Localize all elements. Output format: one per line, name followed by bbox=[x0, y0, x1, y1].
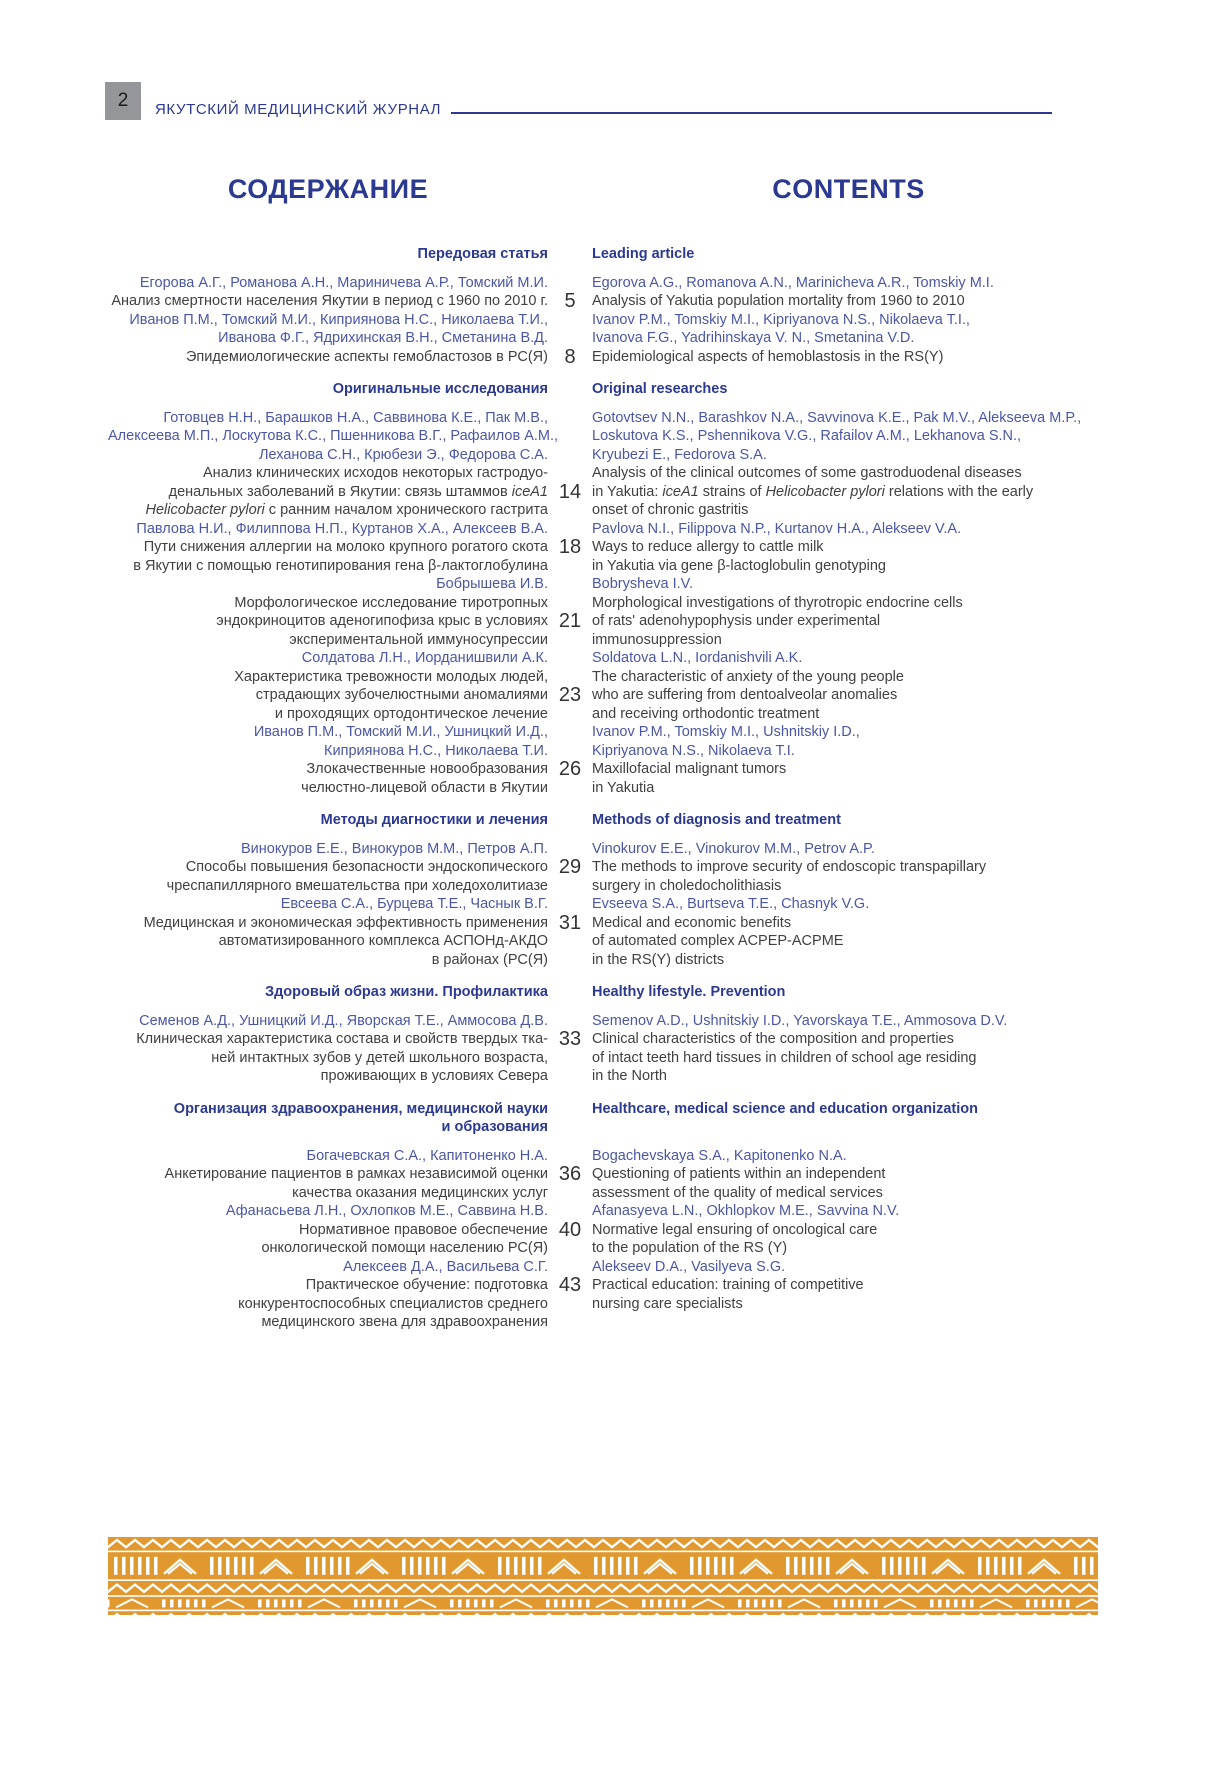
entry-title-en: Questioning of patients within an independent bbox=[592, 1166, 886, 1182]
page-number: 18 bbox=[558, 536, 582, 558]
entry-title-ru: Анализ клинических исходов некоторых гастродуо- bbox=[203, 465, 548, 481]
toc-section bbox=[108, 245, 1105, 366]
entry-title-ru: Характеристика тревожности молодых людей, bbox=[234, 668, 548, 685]
section-heading-row bbox=[108, 380, 1105, 399]
toc-section bbox=[108, 811, 1105, 969]
section-heading-ru: Методы диагностики и лечения bbox=[320, 812, 548, 828]
entry-title-ru: Практическое обучение: подготовка bbox=[305, 1277, 548, 1293]
toc-entry bbox=[108, 723, 1105, 797]
entry-title-ru: Эпидемиологические аспекты гемобластозов в РС(Я) bbox=[185, 348, 548, 365]
section-heading-row bbox=[108, 983, 1105, 1002]
entry-title-ru: и проходящих ортодонтическое лечение bbox=[274, 705, 548, 722]
folio-box bbox=[105, 82, 141, 120]
toc-section bbox=[108, 983, 1105, 1086]
entry-title-en: of intact teeth hard tissues in children of school age residing bbox=[592, 1049, 977, 1066]
toc-entry bbox=[108, 1012, 1105, 1086]
section-heading-en: Methods of diagnosis and treatment bbox=[592, 812, 841, 828]
toc-entry bbox=[108, 1258, 1105, 1332]
entry-title-ru: Морфологическое исследование тиротропных bbox=[234, 594, 548, 611]
entry-title-ru: в районах (РС(Я) bbox=[431, 951, 548, 968]
entry-title-en: in the North bbox=[592, 1068, 667, 1084]
entry-title-ru: Helicobacter pylori с ранним началом хронического гастрита bbox=[145, 502, 548, 518]
page-number: 43 bbox=[558, 1274, 582, 1296]
section-heading-row bbox=[108, 1100, 1105, 1137]
entry-title-en: immunosuppression bbox=[592, 631, 722, 648]
ornament-band bbox=[108, 1537, 1098, 1615]
page-number: 14 bbox=[558, 480, 582, 503]
entry-authors-en: Bobrysheva I.V. bbox=[592, 576, 694, 592]
page-number: 26 bbox=[558, 758, 582, 780]
entry-title-ru: Анкетирование пациентов в рамках независимой оценки bbox=[164, 1166, 548, 1182]
entry-title-en: The characteristic of anxiety of the young people bbox=[592, 668, 904, 685]
page-header bbox=[105, 82, 1052, 120]
entry-title-en: in Yakutia via gene β-lactoglobulin genotyping bbox=[592, 557, 886, 574]
toc-entry bbox=[108, 840, 1105, 896]
entry-authors-ru: Евсеева С.А., Бурцева Т.Е., Часнык В.Г. bbox=[280, 896, 548, 912]
entry-title-en: of automated complex ACPEP-ACPME bbox=[592, 933, 844, 949]
entry-authors-en: Ivanov P.M., Tomskiy M.I., Ushnitskiy I.D., bbox=[592, 724, 860, 740]
page-number: 31 bbox=[558, 911, 582, 934]
entry-authors-ru: Леханова С.Н., Крюбези Э., Федорова С.А. bbox=[259, 446, 548, 463]
entry-title-ru: Злокачественные новообразования bbox=[306, 761, 548, 777]
entry-title-en: and receiving orthodontic treatment bbox=[592, 705, 820, 722]
entry-title-ru: Клиническая характеристика состава и свойств твердых тка- bbox=[136, 1031, 548, 1047]
toc-entry bbox=[108, 311, 1105, 367]
entry-title-ru: Пути снижения аллергии на молоко крупного рогатого скота bbox=[143, 539, 548, 555]
section-heading-row bbox=[108, 245, 1105, 264]
toc-entry bbox=[108, 1147, 1105, 1203]
entry-authors-en: Alekseev D.A., Vasilyeva S.G. bbox=[592, 1258, 786, 1275]
entry-authors-ru: Иванов П.М., Томский М.И., Киприянова Н.С., Николаева Т.И., bbox=[129, 311, 548, 328]
entry-title-ru: Нормативное правовое обеспечение bbox=[299, 1221, 548, 1238]
entry-title-ru: Медицинская и экономическая эффективность применения bbox=[143, 914, 548, 931]
entry-title-en: who are suffering from dentoalveolar anomalies bbox=[592, 687, 898, 703]
entry-title-en: Practical education: training of competitive bbox=[592, 1277, 864, 1293]
entry-title-en: Morphological investigations of thyrotropic endocrine cells bbox=[592, 594, 963, 611]
entry-title-ru: экспериментальной иммуносупрессии bbox=[289, 631, 548, 648]
entry-title-ru: Анализ смертности населения Якутии в период с 1960 по 2010 г. bbox=[111, 293, 548, 309]
page-number: 23 bbox=[558, 684, 582, 706]
entry-authors-ru: Егорова А.Г., Романова А.Н., Мариничева А.Р., Томский М.И. bbox=[139, 274, 548, 291]
page-number: 29 bbox=[558, 856, 582, 878]
section-heading-en: Healthcare, medical science and education organization bbox=[592, 1100, 978, 1117]
header-rule bbox=[451, 112, 1052, 114]
table-of-contents bbox=[108, 245, 1105, 1332]
section-heading-en: Original researches bbox=[592, 381, 728, 397]
section-heading-ru: и образования bbox=[441, 1119, 548, 1135]
entry-authors-ru: Бобрышева И.В. bbox=[436, 576, 548, 592]
page-number: 5 bbox=[564, 290, 576, 312]
entry-title-ru: эндокриноцитов аденогипофиза крыс в условиях bbox=[216, 613, 548, 629]
entry-title-ru: челюстно-лицевой области в Якутии bbox=[301, 779, 548, 796]
section-heading-ru: Организация здравоохранения, медицинской науки bbox=[173, 1100, 548, 1117]
section-heading-ru: Здоровый образ жизни. Профилактика bbox=[265, 984, 548, 1000]
page-number: 36 bbox=[558, 1163, 582, 1185]
entry-authors-ru: Афанасьева Л.Н., Охлопков М.Е., Саввина Н.В. bbox=[225, 1203, 548, 1219]
entry-authors-ru: Богачевская С.А., Капитоненко Н.А. bbox=[306, 1147, 548, 1164]
entry-title-en: nursing care specialists bbox=[592, 1295, 743, 1312]
entry-authors-en: Pavlova N.I., Filippova N.P., Kurtanov H.A., Alekseev V.A. bbox=[592, 520, 962, 537]
entry-authors-en: Ivanov P.M., Tomskiy M.I., Kipriyanova N.S., Nikolaeva T.I., bbox=[592, 311, 970, 328]
toc-entry bbox=[108, 649, 1105, 723]
entry-authors-ru: Павлова Н.И., Филиппова Н.П., Куртанов Х.А., Алексеев В.А. bbox=[136, 520, 548, 537]
entry-title-en: surgery in choledocholithiasis bbox=[592, 877, 782, 894]
entry-authors-en: Ivanova F.G., Yadrihinskaya V. N., Smetanina V.D. bbox=[592, 330, 915, 346]
entry-authors-ru: Алексеева М.П., Лоскутова К.С., Пшенникова В.Г., Рафаилов А.М., bbox=[108, 428, 559, 444]
toc-entry bbox=[108, 1202, 1105, 1258]
contents-title-ru: СОДЕРЖАНИЕ bbox=[227, 174, 429, 204]
entry-authors-en: Kryubezi E., Fedorova S.A. bbox=[592, 446, 767, 463]
entry-title-en: to the population of the RS (Y) bbox=[592, 1240, 788, 1256]
entry-title-en: Maxillofacial malignant tumors bbox=[592, 761, 787, 777]
journal-title: ЯКУТСКИЙ МЕДИЦИНСКИЙ ЖУРНАЛ bbox=[155, 101, 442, 118]
entry-title-ru: чреспапиллярного вмешательства при холедохолитиазе bbox=[166, 877, 548, 894]
entry-title-en: The methods to improve security of endoscopic transpapillary bbox=[592, 859, 987, 875]
toc-entry bbox=[108, 409, 1105, 520]
contents-title-en: CONTENTS bbox=[772, 174, 925, 204]
entry-authors-en: Kipriyanova N.S., Nikolaeva T.I. bbox=[592, 742, 795, 759]
toc-entry bbox=[108, 520, 1105, 576]
entry-title-ru: денальных заболеваний в Якутии: связь штаммов iceA1 bbox=[168, 483, 548, 500]
section-heading-ru: Передовая статья bbox=[417, 246, 548, 262]
toc-entry bbox=[108, 575, 1105, 649]
entry-title-en: Normative legal ensuring of oncological care bbox=[592, 1221, 878, 1238]
entry-title-ru: качества оказания медицинских услуг bbox=[292, 1184, 548, 1201]
entry-authors-ru: Иванов П.М., Томский М.И., Ушницкий И.Д., bbox=[253, 724, 548, 740]
toc-section bbox=[108, 380, 1105, 797]
entry-title-en: in Yakutia: iceA1 strains of Helicobacter pylori relations with the early bbox=[592, 483, 1034, 500]
page-number: 21 bbox=[558, 610, 582, 632]
entry-title-en: assessment of the quality of medical services bbox=[592, 1184, 883, 1201]
section-heading-ru: Оригинальные исследования bbox=[332, 381, 548, 397]
entry-authors-en: Vinokurov E.E., Vinokurov M.M., Petrov A.P. bbox=[592, 840, 875, 857]
entry-title-en: Epidemiological aspects of hemoblastosis in the RS(Y) bbox=[592, 348, 944, 365]
entry-title-ru: Способы повышения безопасности эндоскопического bbox=[185, 859, 548, 875]
entry-title-ru: в Якутии с помощью генотипирования гена β-лактоглобулина bbox=[133, 557, 548, 574]
folio-number: 2 bbox=[117, 90, 129, 111]
entry-authors-en: Semenov A.D., Ushnitskiy I.D., Yavorskaya T.E., Ammosova D.V. bbox=[592, 1012, 1008, 1029]
entry-authors-en: Afanasyeva L.N., Okhlopkov M.E., Savvina N.V. bbox=[592, 1203, 900, 1219]
entry-title-en: Medical and economic benefits bbox=[592, 914, 792, 931]
entry-title-en: Analysis of Yakutia population mortality from 1960 to 2010 bbox=[592, 293, 965, 309]
entry-title-en: in Yakutia bbox=[592, 779, 655, 796]
section-heading-en: Healthy lifestyle. Prevention bbox=[592, 984, 786, 1000]
entry-authors-ru: Готовцев Н.Н., Барашков Н.А., Саввинова К.Е., Пак М.В., bbox=[163, 409, 548, 426]
toc-entry bbox=[108, 895, 1105, 969]
entry-title-ru: автоматизированного комплекса АСПОНд-АКДО bbox=[218, 933, 548, 949]
entry-title-ru: онкологической помощи населению РС(Я) bbox=[261, 1240, 548, 1256]
entry-authors-ru: Иванова Ф.Г., Ядрихинская В.Н., Сметанина В.Д. bbox=[218, 330, 548, 346]
entry-authors-ru: Киприянова Н.С., Николаева Т.И. bbox=[324, 742, 548, 759]
toc-section bbox=[108, 1100, 1105, 1332]
entry-authors-en: Loskutova K.S., Pshennikova V.G., Rafailov A.M., Lekhanova S.N., bbox=[592, 428, 1022, 444]
entry-title-ru: ней интактных зубов у детей школьного возраста, bbox=[211, 1049, 548, 1066]
entry-title-en: in the RS(Y) districts bbox=[592, 951, 725, 968]
entry-authors-en: Egorova A.G., Romanova A.N., Marinicheva A.R., Tomskiy M.I. bbox=[592, 274, 994, 291]
entry-title-en: Ways to reduce allergy to cattle milk bbox=[592, 539, 824, 555]
page-number: 33 bbox=[558, 1028, 582, 1050]
toc-entry bbox=[108, 274, 1105, 311]
entry-authors-en: Evseeva S.A., Burtseva T.E., Chasnyk V.G. bbox=[592, 896, 870, 912]
section-heading-row bbox=[108, 811, 1105, 830]
entry-title-ru: медицинского звена для здравоохранения bbox=[261, 1314, 548, 1330]
entry-title-ru: конкурентоспособных специалистов среднего bbox=[238, 1295, 548, 1312]
entry-title-en: onset of chronic gastritis bbox=[592, 502, 749, 518]
section-heading-en: Leading article bbox=[592, 246, 695, 262]
entry-title-en: Clinical characteristics of the composition and properties bbox=[592, 1031, 954, 1047]
entry-authors-ru: Семенов А.Д., Ушницкий И.Д., Яворская Т.Е., Аммосова Д.В. bbox=[139, 1012, 548, 1029]
page-number: 40 bbox=[558, 1218, 582, 1241]
entry-authors-en: Soldatova L.N., Iordanishvili A.K. bbox=[592, 650, 803, 666]
entry-title-ru: страдающих зубочелюстными аномалиями bbox=[255, 687, 548, 703]
entry-title-ru: проживающих в условиях Севера bbox=[320, 1068, 548, 1084]
entry-authors-ru: Алексеев Д.А., Васильева С.Г. bbox=[343, 1258, 548, 1275]
entry-title-en: Analysis of the clinical outcomes of some gastroduodenal diseases bbox=[592, 465, 1022, 481]
entry-authors-en: Bogachevskaya S.A., Kapitonenko N.A. bbox=[592, 1147, 847, 1164]
entry-authors-ru: Солдатова Л.Н., Иорданишвили А.К. bbox=[301, 650, 548, 666]
titles-row bbox=[108, 174, 1105, 205]
titles-spacer bbox=[548, 174, 592, 205]
page-number: 8 bbox=[564, 345, 576, 368]
entry-authors-ru: Винокуров Е.Е., Винокуров М.М., Петров А.П. bbox=[241, 840, 548, 857]
entry-authors-en: Gotovtsev N.N., Barashkov N.A., Savvinova K.E., Pak M.V., Alekseeva M.P., bbox=[592, 409, 1082, 426]
entry-title-en: of rats' adenohypophysis under experimental bbox=[592, 613, 881, 629]
